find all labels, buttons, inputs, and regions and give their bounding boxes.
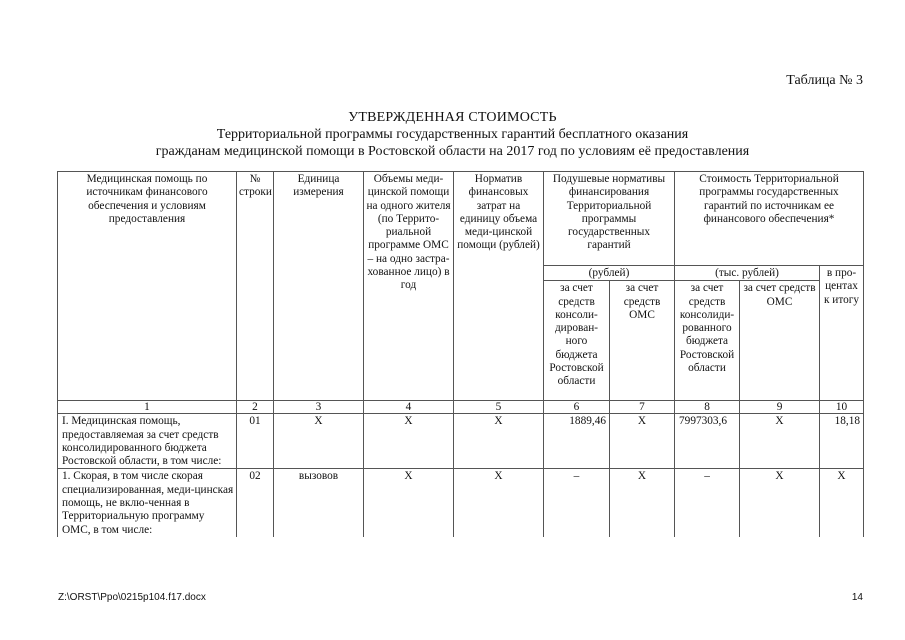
row-percent: 18,18 [820,414,864,469]
table-row [58,469,864,537]
row-per-capita-budget: – [544,469,610,537]
page-number: 14 [851,592,863,603]
column-number: 1 [58,401,237,414]
row-volume: Х [364,469,454,537]
header-cost-unit: (тыс. рублей) [675,266,820,281]
row-line-number: 01 [237,414,274,469]
header-cost-budget: за счет средств консолиди-рованного бюджета Ростовской области [675,281,740,401]
row-per-capita-oms: Х [610,469,675,537]
row-cost-oms: Х [740,414,820,469]
header-cost-oms: за счет средств ОМС [740,281,820,401]
row-cost-budget: – [675,469,740,537]
column-number: 5 [454,401,544,414]
row-volume: Х [364,414,454,469]
header-medical-care: Медицинская помощь по источникам финансового обеспечения и условиям предоставления [58,172,237,401]
header-per-capita-oms: за счет средств ОМС [610,281,675,401]
row-per-capita-budget: 1889,46 [544,414,610,469]
header-per-capita-unit: (рублей) [544,266,675,281]
document-subtitle-line-1: Территориальной программы государственных гарантий бесплатного оказания [216,127,689,142]
header-unit: Единица измерения [274,172,364,401]
header-program-cost: Стоимость Территориальной программы государственных гарантий по источникам ее финансового обеспечения* [675,172,864,266]
header-per-capita: Подушевые нормативы финансирования Территориальной программы государственных гарантий [544,172,675,266]
header-row-top [58,172,864,266]
document-subtitle-line-2: гражданам медицинской помощи в Ростовской области на 2017 год по условиям её предоставления [155,144,750,159]
column-number: 2 [237,401,274,414]
row-line-number: 02 [237,469,274,537]
row-cost-oms: Х [740,469,820,537]
row-percent: Х [820,469,864,537]
column-number: 10 [820,401,864,414]
column-number: 4 [364,401,454,414]
row-unit: вызовов [274,469,364,537]
row-cost-budget: 7997303,6 [675,414,740,469]
column-number: 8 [675,401,740,414]
header-volume: Объемы меди-цинской помощи на одного жителя (по Террито-риальной программе ОМС – на одно застра-хованное лицо) в год [364,172,454,401]
header-norm: Норматив финансовых затрат на единицу объема меди-цинской помощи (рублей) [454,172,544,401]
column-number: 6 [544,401,610,414]
cost-table [57,171,864,537]
table-number: Таблица № 3 [786,73,863,88]
row-name: I. Медицинская помощь, предоставляемая за счет средств консолидированного бюджета Ростовской области, в том числе: [58,414,237,469]
column-number: 9 [740,401,820,414]
column-number: 3 [274,401,364,414]
document-title: УТВЕРЖДЕННАЯ СТОИМОСТЬ [348,110,557,125]
column-number-row [58,401,864,414]
table-row [58,414,864,469]
header-percent: в про-центах к итогу [820,266,864,401]
row-per-capita-oms: Х [610,414,675,469]
header-line-number: № строки [237,172,274,401]
row-name: 1. Скорая, в том числе скорая специализированная, меди-цинская помощь, не вклю-ченная в Территориальную программу ОМС, в том числе: [58,469,237,537]
column-number: 7 [610,401,675,414]
row-norm: Х [454,469,544,537]
row-unit: Х [274,414,364,469]
row-norm: Х [454,414,544,469]
file-path: Z:\ORST\Ppo\0215p104.f17.docx [58,592,206,603]
header-per-capita-budget: за счет средств консоли-дирован-ного бюджета Ростовской области [544,281,610,401]
